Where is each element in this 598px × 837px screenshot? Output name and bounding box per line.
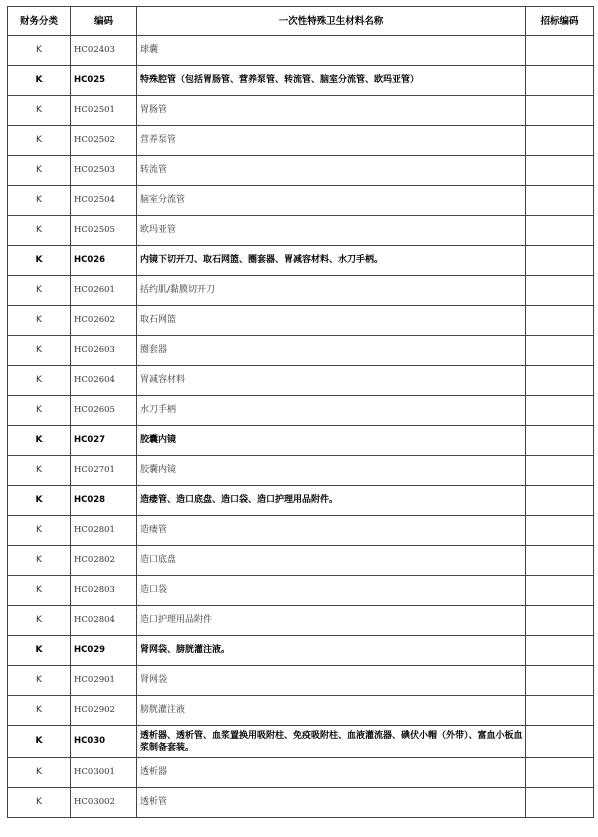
table-row (8, 306, 594, 336)
material-name-cell: 造口护理用品附件 (137, 606, 526, 636)
code-cell: HC02801 (71, 516, 137, 546)
category-cell: K (8, 576, 71, 606)
bid-code-cell (526, 606, 594, 636)
code-cell: HC02901 (71, 666, 137, 696)
code-cell: HC026 (71, 246, 137, 276)
header-name: 一次性特殊卫生材料名称 (137, 7, 526, 36)
category-cell: K (8, 546, 71, 576)
bid-code-cell (526, 666, 594, 696)
category-cell: K (8, 96, 71, 126)
material-name-cell: 内镜下切开刀、取石网篮、圈套器、胃减容材料、水刀手柄。 (137, 246, 526, 276)
bid-code-cell (526, 276, 594, 306)
table-row (8, 426, 594, 456)
table-row (8, 516, 594, 546)
bid-code-cell (526, 486, 594, 516)
material-name-cell: 特殊腔管（包括胃肠管、营养泵管、转流管、脑室分流管、欧玛亚管） (137, 66, 526, 96)
material-name-cell: 胃肠管 (137, 96, 526, 126)
table-row (8, 576, 594, 606)
table-header-row (8, 7, 594, 36)
category-cell: K (8, 606, 71, 636)
bid-code-cell (526, 306, 594, 336)
bid-code-cell (526, 758, 594, 788)
header-code: 编码 (71, 7, 137, 36)
category-cell: K (8, 366, 71, 396)
table-row (8, 456, 594, 486)
bid-code-cell (526, 246, 594, 276)
material-name-cell: 括约肌/黏膜切开刀 (137, 276, 526, 306)
header-category: 财务分类 (8, 7, 71, 36)
category-cell: K (8, 216, 71, 246)
category-cell: K (8, 156, 71, 186)
material-name-cell: 营养泵管 (137, 126, 526, 156)
code-cell: HC027 (71, 426, 137, 456)
material-name-cell: 透析管 (137, 788, 526, 818)
bid-code-cell (526, 788, 594, 818)
code-cell: HC030 (71, 726, 137, 758)
bid-code-cell (526, 336, 594, 366)
code-cell: HC025 (71, 66, 137, 96)
code-cell: HC028 (71, 486, 137, 516)
code-cell: HC02604 (71, 366, 137, 396)
bid-code-cell (526, 36, 594, 66)
bid-code-cell (526, 426, 594, 456)
code-cell: HC02602 (71, 306, 137, 336)
category-cell: K (8, 726, 71, 758)
category-cell: K (8, 696, 71, 726)
material-name-cell: 欧玛亚管 (137, 216, 526, 246)
table-row (8, 606, 594, 636)
category-cell: K (8, 396, 71, 426)
code-cell: HC02503 (71, 156, 137, 186)
material-name-cell: 水刀手柄 (137, 396, 526, 426)
category-cell: K (8, 126, 71, 156)
code-cell: HC02601 (71, 276, 137, 306)
category-cell: K (8, 36, 71, 66)
bid-code-cell (526, 726, 594, 758)
category-cell: K (8, 306, 71, 336)
bid-code-cell (526, 96, 594, 126)
table-row (8, 66, 594, 96)
category-cell: K (8, 66, 71, 96)
material-name-cell: 造瘘管、造口底盘、造口袋、造口护理用品附件。 (137, 486, 526, 516)
category-cell: K (8, 456, 71, 486)
code-cell: HC02403 (71, 36, 137, 66)
bid-code-cell (526, 66, 594, 96)
table-row (8, 336, 594, 366)
bid-code-cell (526, 546, 594, 576)
category-cell: K (8, 186, 71, 216)
material-name-cell: 胶囊内镜 (137, 426, 526, 456)
material-name-cell: 膀胱灌注液 (137, 696, 526, 726)
category-cell: K (8, 758, 71, 788)
bid-code-cell (526, 696, 594, 726)
code-cell: HC02605 (71, 396, 137, 426)
material-name-cell: 取石网篮 (137, 306, 526, 336)
category-cell: K (8, 636, 71, 666)
material-name-cell: 造瘘管 (137, 516, 526, 546)
category-cell: K (8, 516, 71, 546)
material-name-cell: 造口底盘 (137, 546, 526, 576)
table-row (8, 126, 594, 156)
code-cell: HC02804 (71, 606, 137, 636)
table-row (8, 486, 594, 516)
material-name-cell: 圈套器 (137, 336, 526, 366)
bid-code-cell (526, 396, 594, 426)
bid-code-cell (526, 216, 594, 246)
bid-code-cell (526, 366, 594, 396)
table-row (8, 186, 594, 216)
table-row (8, 396, 594, 426)
code-cell: HC02902 (71, 696, 137, 726)
table-row (8, 96, 594, 126)
table-row (8, 156, 594, 186)
code-cell: HC02802 (71, 546, 137, 576)
table-row (8, 546, 594, 576)
code-cell: HC02803 (71, 576, 137, 606)
category-cell: K (8, 246, 71, 276)
table-row (8, 758, 594, 788)
bid-code-cell (526, 636, 594, 666)
code-cell: HC03001 (71, 758, 137, 788)
table-row (8, 366, 594, 396)
category-cell: K (8, 788, 71, 818)
bid-code-cell (526, 126, 594, 156)
material-name-cell: 脑室分流管 (137, 186, 526, 216)
code-cell: HC029 (71, 636, 137, 666)
code-cell: HC02701 (71, 456, 137, 486)
bid-code-cell (526, 186, 594, 216)
material-name-cell: 转流管 (137, 156, 526, 186)
code-cell: HC02504 (71, 186, 137, 216)
table-row (8, 276, 594, 306)
table-row (8, 696, 594, 726)
bid-code-cell (526, 576, 594, 606)
material-name-cell: 胶囊内镜 (137, 456, 526, 486)
category-cell: K (8, 666, 71, 696)
material-name-cell: 球囊 (137, 36, 526, 66)
material-name-cell: 胃减容材料 (137, 366, 526, 396)
bid-code-cell (526, 456, 594, 486)
material-name-cell: 透析器、透析管、血浆置换用吸附柱、免疫吸附柱、血液灌流器、碘伏小帽（外带）、富血小板血浆制备套装。 (137, 726, 526, 758)
category-cell: K (8, 486, 71, 516)
code-cell: HC03002 (71, 788, 137, 818)
materials-table (7, 6, 594, 818)
table-row (8, 636, 594, 666)
material-name-cell: 肾网袋 (137, 666, 526, 696)
table-row (8, 666, 594, 696)
code-cell: HC02505 (71, 216, 137, 246)
bid-code-cell (526, 516, 594, 546)
table-body (8, 36, 594, 818)
material-name-cell: 造口袋 (137, 576, 526, 606)
table-row (8, 788, 594, 818)
code-cell: HC02603 (71, 336, 137, 366)
category-cell: K (8, 426, 71, 456)
category-cell: K (8, 276, 71, 306)
header-bid-code: 招标编码 (526, 7, 594, 36)
code-cell: HC02501 (71, 96, 137, 126)
material-name-cell: 肾网袋、膀胱灌注液。 (137, 636, 526, 666)
category-cell: K (8, 336, 71, 366)
bid-code-cell (526, 156, 594, 186)
material-name-cell: 透析器 (137, 758, 526, 788)
table-row (8, 36, 594, 66)
code-cell: HC02502 (71, 126, 137, 156)
table-row (8, 726, 594, 758)
table-row (8, 246, 594, 276)
table-row (8, 216, 594, 246)
